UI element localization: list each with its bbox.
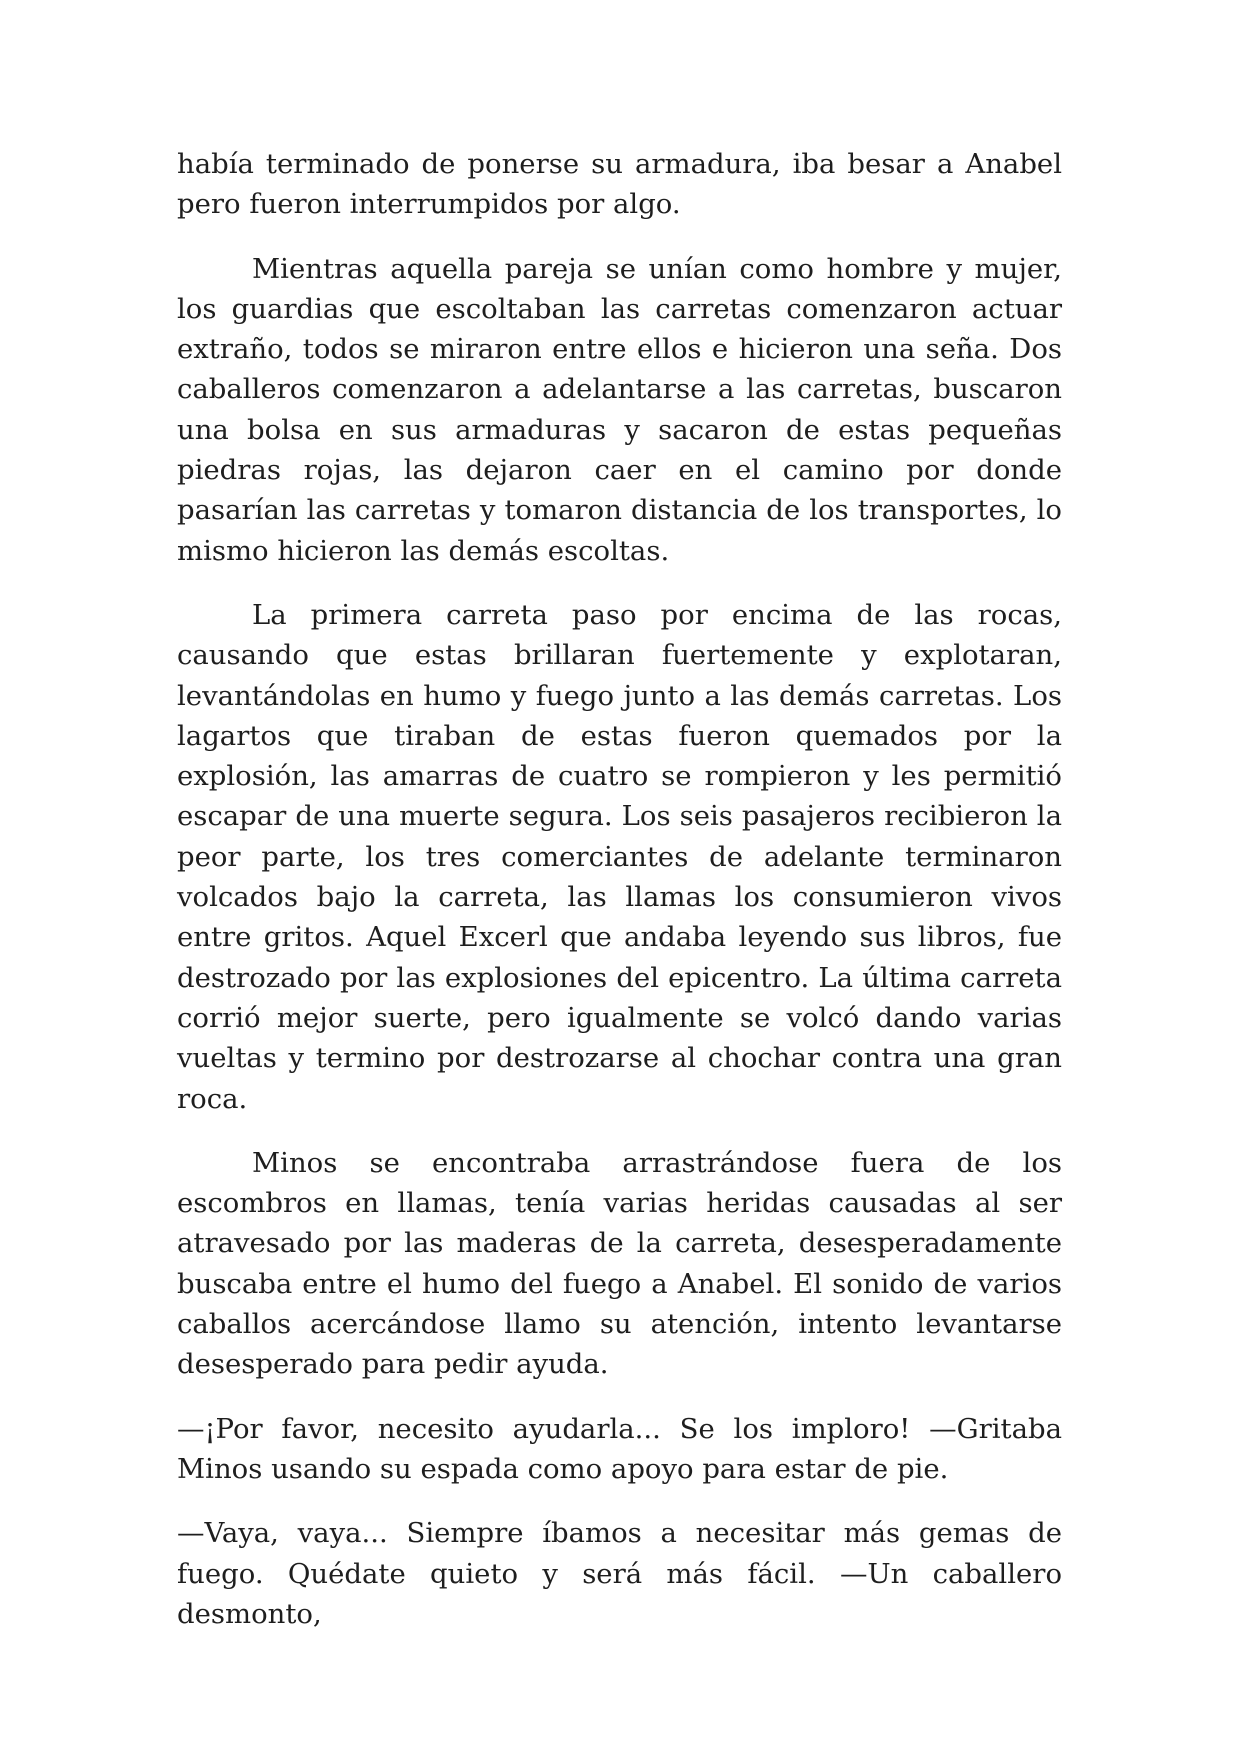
dialogue-line-1: —¡Por favor, necesito ayudarla... Se los imploro! —Gritaba Minos usando su espada como apoyo para estar de pie.: [177, 1412, 1062, 1485]
dialogue-line-2: —Vaya, vaya... Siempre íbamos a necesitar más gemas de fuego. Quédate quieto y será más fácil. —Un caballero desmonto,: [177, 1517, 1062, 1630]
page-body: [177, 144, 1062, 1634]
paragraph-3: La primera carreta paso por encima de las rocas, causando que estas brillaran fuertemente y explotaran, levantándolas en humo y fuego junto a las demás carretas. Los lagartos que tiraban de estas fueron quemados por la explosión, las amarras de cuatro se rompieron y les permitió escapar de una muerte segura. Los seis pasajeros recibieron la peor parte, los tres comerciantes de adelante terminaron volcados bajo la carreta, las llamas los consumieron vivos entre gritos. Aquel Excerl que andaba leyendo sus libros, fue destrozado por las explosiones del epicentro. La última carreta corrió mejor suerte, pero igualmente se volcó dando varias vueltas y termino por destrozarse al chochar contra una gran roca.: [177, 598, 1062, 1115]
paragraph-2: Mientras aquella pareja se unían como hombre y mujer, los guardias que escoltaban las carretas comenzaron actuar extraño, todos se miraron entre ellos e hicieron una seña. Dos caballeros comenzaron a adelantarse a las carretas, buscaron una bolsa en sus armaduras y sacaron de estas pequeñas piedras rojas, las dejaron caer en el camino por donde pasarían las carretas y tomaron distancia de los transportes, lo mismo hicieron las demás escoltas.: [177, 252, 1062, 567]
paragraph-4: Minos se encontraba arrastrándose fuera de los escombros en llamas, tenía varias heridas causadas al ser atravesado por las maderas de la carreta, desesperadamente buscaba entre el humo del fuego a Anabel. El sonido de varios caballos acercándose llamo su atención, intento levantarse desesperado para pedir ayuda.: [177, 1146, 1062, 1381]
paragraph-1: había terminado de ponerse su armadura, iba besar a Anabel pero fueron interrumpidos por algo.: [177, 148, 1062, 221]
